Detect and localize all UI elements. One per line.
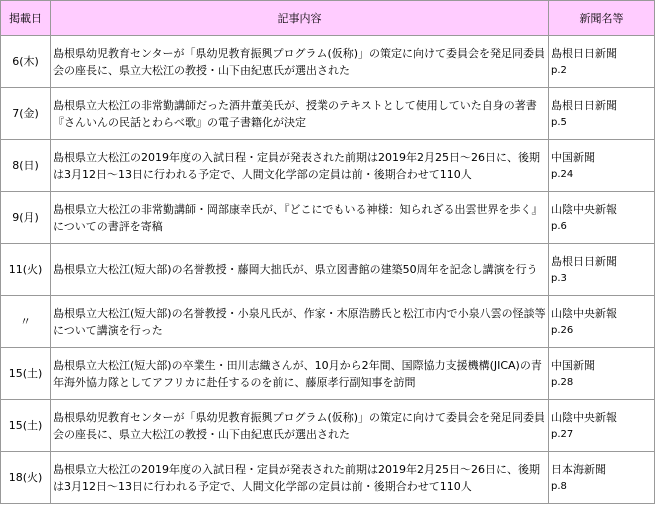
paper-cell <box>549 452 655 504</box>
content-cell <box>51 400 549 452</box>
date-cell: 9(月) <box>1 192 51 244</box>
newspaper-name: 山陰中央新報 <box>551 306 617 320</box>
header-content: 記事内容 <box>51 1 549 36</box>
paper-cell <box>549 244 655 296</box>
date-cell: 15(土) <box>1 400 51 452</box>
content-cell <box>51 88 549 140</box>
article-content: 島根県立大松江の2019年度の入試日程・定員が発表された前期は2019年2月25日～26日に、後期は3月12日～13日に行われる予定で、人間文化学部の定員は前・後期合わせて110人 <box>53 462 540 493</box>
content-cell <box>51 140 549 192</box>
page-number: p.28 <box>551 376 574 388</box>
table-row <box>1 36 655 88</box>
content-cell <box>51 192 549 244</box>
content-cell <box>51 244 549 296</box>
article-content: 島根県立大松江(短大部)の名誉教授・藤岡大拙氏が、県立図書館の建築50周年を記念し講演を行う <box>53 263 538 276</box>
paper-cell <box>549 36 655 88</box>
table-row <box>1 400 655 452</box>
paper-cell <box>549 192 655 244</box>
newspaper-name: 島根日日新聞 <box>551 98 617 112</box>
newspaper-name: 日本海新聞 <box>551 462 606 476</box>
paper-cell <box>549 400 655 452</box>
article-content: 島根県立大松江の2019年度の入試日程・定員が発表された前期は2019年2月25日～26日に、後期は3月12日～13日に行われる予定で、人間文化学部の定員は前・後期合わせて110人 <box>53 150 540 181</box>
page-number: p.2 <box>551 64 567 76</box>
paper-cell <box>549 140 655 192</box>
article-content: 島根県立大松江(短大部)の卒業生・田川志織さんが、10月から2年間、国際協力支援機構(JICA)の青年海外協力隊としてアフリカに赴任するのを前に、藤原孝行副知事を訪問 <box>53 358 542 389</box>
header-paper: 新聞名等 <box>549 1 655 36</box>
header-row <box>1 1 655 36</box>
table-row <box>1 348 655 400</box>
content-cell <box>51 348 549 400</box>
page-number: p.6 <box>551 220 567 232</box>
page-number: p.27 <box>551 428 574 440</box>
article-content: 島根県立大松江の非常勤講師だった酒井董美氏が、授業のテキストとして使用していた自身の著書『さんいんの民話とわらべ歌』の電子書籍化が決定 <box>53 98 537 129</box>
newspaper-name: 山陰中央新報 <box>551 202 617 216</box>
page-number: p.8 <box>551 480 567 492</box>
date-cell: 15(土) <box>1 348 51 400</box>
article-content: 島根県幼児教育センターが「県幼児教育振興プログラム(仮称)」の策定に向けて委員会を発足同委員会の座長に、県立大松江の教授・山下由紀恵氏が選出された <box>53 46 546 77</box>
paper-cell <box>549 296 655 348</box>
newspaper-name: 島根日日新聞 <box>551 46 617 60</box>
article-content: 島根県幼児教育センターが「県幼児教育振興プログラム(仮称)」の策定に向けて委員会を発足同委員会の座長に、県立大松江の教授・山下由紀恵氏が選出された <box>53 410 546 441</box>
page-number: p.5 <box>551 116 567 128</box>
table-row <box>1 140 655 192</box>
content-cell <box>51 452 549 504</box>
date-cell: 7(金) <box>1 88 51 140</box>
newspaper-name: 山陰中央新報 <box>551 410 617 424</box>
content-cell <box>51 296 549 348</box>
table-row <box>1 452 655 504</box>
article-content: 島根県立大松江(短大部)の名誉教授・小泉凡氏が、作家・木原浩勝氏と松江市内で小泉八雲の怪談等について講演を行った <box>53 306 546 337</box>
table-row <box>1 296 655 348</box>
date-cell: 18(火) <box>1 452 51 504</box>
date-cell: 8(日) <box>1 140 51 192</box>
table-body <box>1 36 655 504</box>
paper-cell <box>549 348 655 400</box>
date-cell: 6(木) <box>1 36 51 88</box>
page-number: p.26 <box>551 324 574 336</box>
date-cell: 11(火) <box>1 244 51 296</box>
newspaper-name: 中国新聞 <box>551 150 595 164</box>
newspaper-name: 中国新聞 <box>551 358 595 372</box>
page-number: p.24 <box>551 168 574 180</box>
newspaper-name: 島根日日新聞 <box>551 254 617 268</box>
page-number: p.3 <box>551 272 567 284</box>
content-cell <box>51 36 549 88</box>
table-row <box>1 192 655 244</box>
article-content: 島根県立大松江の非常勤講師・岡部康幸氏が、『どこにでもいる神様：知られざる出雲世界を歩く』についての書評を寄稿 <box>53 202 543 233</box>
table-row <box>1 244 655 296</box>
header-date: 掲載日 <box>1 1 51 36</box>
paper-cell <box>549 88 655 140</box>
date-cell: 〃 <box>1 296 51 348</box>
table-row <box>1 88 655 140</box>
